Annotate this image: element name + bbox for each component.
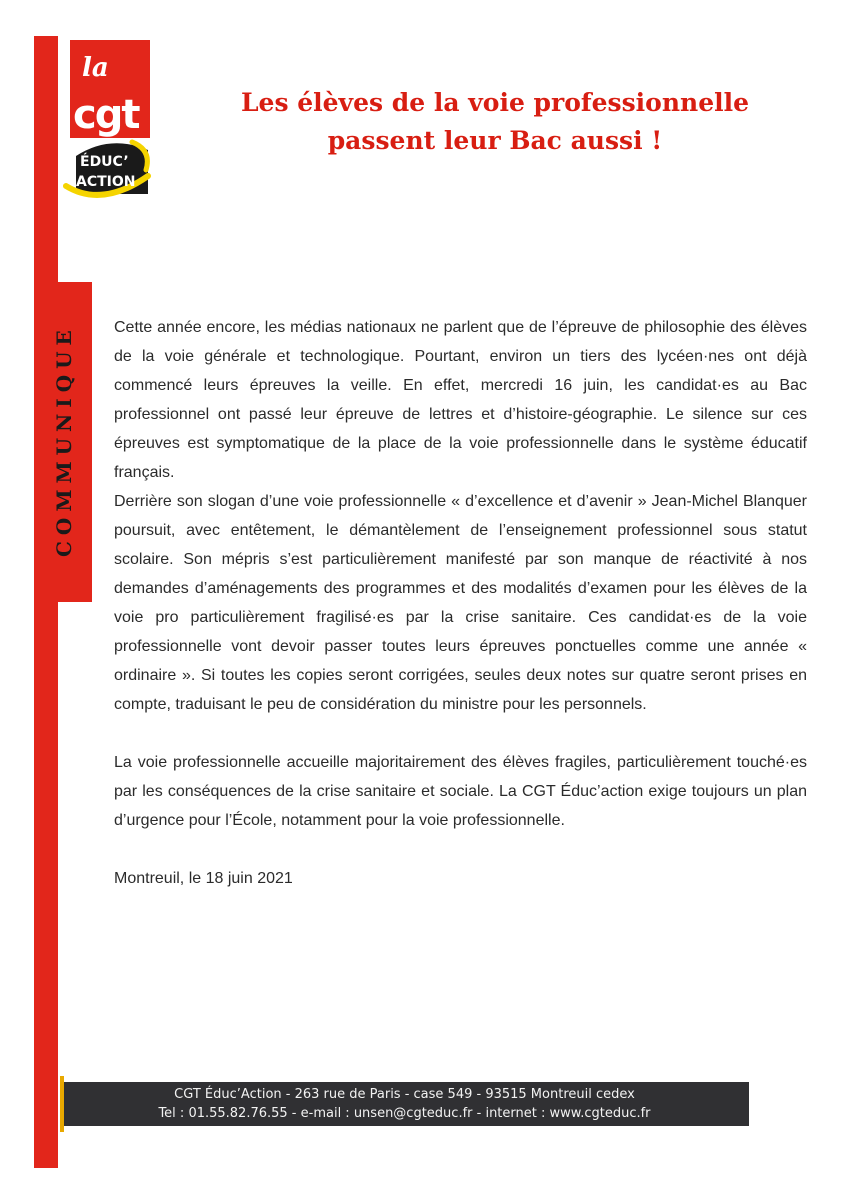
- svg-text:la: la: [82, 53, 109, 83]
- svg-text:ÉDUC’: ÉDUC’: [80, 154, 129, 170]
- date-line: Montreuil, le 18 juin 2021: [114, 870, 293, 887]
- title-line-2: passent leur Bac aussi !: [327, 126, 663, 155]
- communique-label: COMMUNIQUE: [52, 324, 76, 558]
- paragraph-3: La voie professionnelle accueille majoritairement des élèves fragiles, particulièrement touché·es par les conséquences de la crise sanitaire et sociale. La CGT Éduc’action exige toujours un plan d’urgence pour l’École, notamment pour la voie professionnelle.: [114, 754, 807, 829]
- footer-accent: [60, 1076, 64, 1132]
- svg-text:ACTION: ACTION: [76, 174, 136, 190]
- footer-address: CGT Éduc’Action - 263 rue de Paris - case 549 - 93515 Montreuil cedex: [174, 1087, 635, 1102]
- title-line-1: Les élèves de la voie professionnelle: [240, 88, 750, 117]
- svg-text:cgt: cgt: [73, 92, 139, 138]
- cgt-educaction-logo: [62, 38, 154, 202]
- page-title: [200, 84, 790, 160]
- left-red-bar: [34, 36, 58, 1168]
- press-release-body: [114, 313, 807, 893]
- paragraph-1: Cette année encore, les médias nationaux ne parlent que de l’épreuve de philosophie des élèves de la voie générale et technologique. Pourtant, environ un tiers des lycéen·nes ont déjà commencé leurs épreuves la veille. En effet, mercredi 16 juin, les candidat·es au Bac professionnel ont passé leur épreuve de lettres et d’histoire-géographie. Le silence sur ces épreuves est symptomatique de la place de la voie professionnelle dans le système éducatif français.: [114, 319, 807, 481]
- footer-contact: Tel : 01.55.82.76.55 - e-mail : unsen@cgteduc.fr - internet : www.cgteduc.fr: [158, 1106, 651, 1121]
- paragraph-2: Derrière son slogan d’une voie professionnelle « d’excellence et d’avenir » Jean-Michel Blanquer poursuit, avec entêtement, le démantèlement de l’enseignement professionnel sous statut scolaire. Son mépris s’est particulièrement manifesté par son manque de réactivité à nos demandes d’aménagements des programmes et des modalités d’examen pour les élèves de la voie pro particulièrement fragilisé·es par la crise sanitaire. Ces candidat·es de la voie professionnelle vont devoir passer toutes leurs épreuves ponctuelles comme une année « ordinaire ». Si toutes les copies seront corrigées, seules deux notes sur quatre seront prises en compte, traduisant le peu de considération du ministre pour les personnels.: [114, 493, 807, 713]
